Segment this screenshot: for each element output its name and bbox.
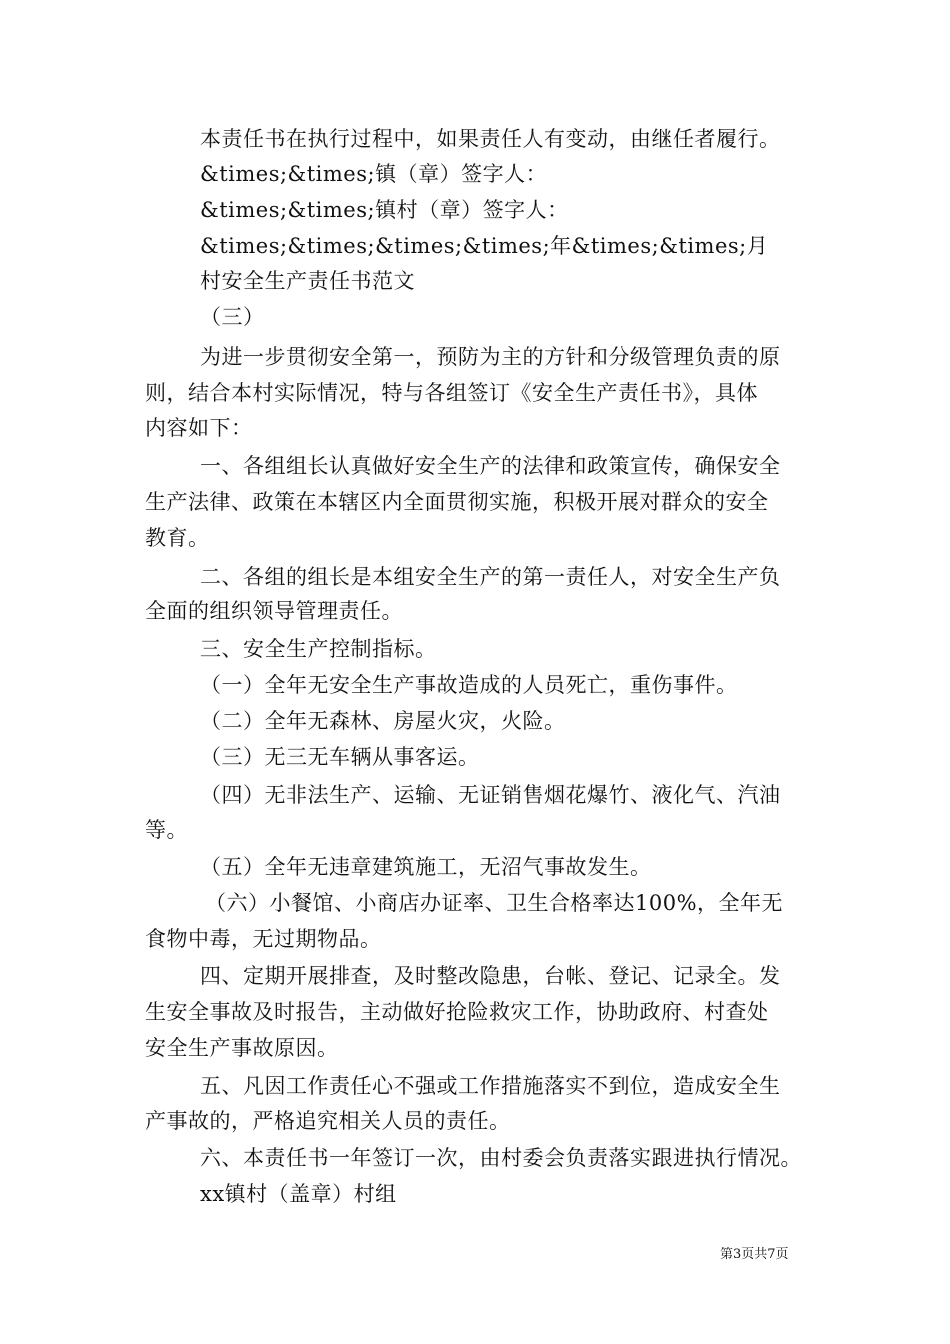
text-line: 六、本责任书一年签订一次，由村委会负责落实跟进执行情况。 [200, 1146, 802, 1170]
list-item: （三）无三无车辆从事客运。 [200, 745, 480, 769]
text-line: 内容如下： [145, 416, 253, 440]
list-item: （一）全年无安全生产事故造成的人员死亡，重伤事件。 [200, 673, 738, 697]
section-number: （三） [200, 305, 265, 329]
signature-line-village: &times;&times;镇村（章）签字人： [200, 198, 569, 222]
text-line: 产事故的，严格追究相关人员的责任。 [145, 1109, 511, 1133]
list-item: （六）小餐馆、小商店办证率、卫生合格率达100%，全年无 [205, 891, 784, 915]
text-line: 安全生产事故原因。 [145, 1036, 339, 1060]
text-line: 食物中毒，无过期物品。 [145, 927, 382, 951]
text-line: 二、各组的组长是本组安全生产的第一责任人，对安全生产负 [200, 565, 781, 589]
text-line: 全面的组织领导管理责任。 [145, 599, 403, 623]
text-line: 生产法律、政策在本辖区内全面贯彻实施，积极开展对群众的安全 [145, 490, 769, 514]
signature-line-town: &times;&times;镇（章）签字人： [200, 162, 548, 186]
text-line: 教育。 [145, 526, 210, 550]
text-line: 等。 [145, 818, 188, 842]
text-line: 三、安全生产控制指标。 [200, 637, 437, 661]
text-line: 本责任书在执行过程中，如果责任人有变动，由继任者履行。 [200, 127, 781, 151]
seal-line: xx镇村（盖章）村组 [200, 1182, 397, 1206]
document-title: 村安全生产责任书范文 [200, 269, 415, 293]
text-line: 为进一步贯彻安全第一，预防为主的方针和分级管理负责的原 [200, 345, 781, 369]
text-line: 生安全事故及时报告，主动做好抢险救灾工作，协助政府、村查处 [145, 1000, 769, 1024]
text-line: 一、各组组长认真做好安全生产的法律和政策宣传，确保安全 [200, 454, 781, 478]
text-line: 五、凡因工作责任心不强或工作措施落实不到位，造成安全生 [200, 1074, 781, 1098]
list-item: （四）无非法生产、运输、无证销售烟花爆竹、液化气、汽油 [200, 783, 781, 807]
text-line: 四、定期开展排查，及时整改隐患，台帐、登记、记录全。发 [200, 964, 781, 988]
list-item: （二）全年无森林、房屋火灾，火险。 [200, 709, 566, 733]
text-line: 则，结合本村实际情况，特与各组签订《安全生产责任书》，具体 [145, 381, 758, 405]
list-item: （五）全年无违章建筑施工，无沼气事故发生。 [200, 855, 652, 879]
date-line: &times;&times;&times;&times;年&times;&times;月 [200, 234, 769, 258]
page-number: 第3页共7页 [720, 1247, 789, 1262]
